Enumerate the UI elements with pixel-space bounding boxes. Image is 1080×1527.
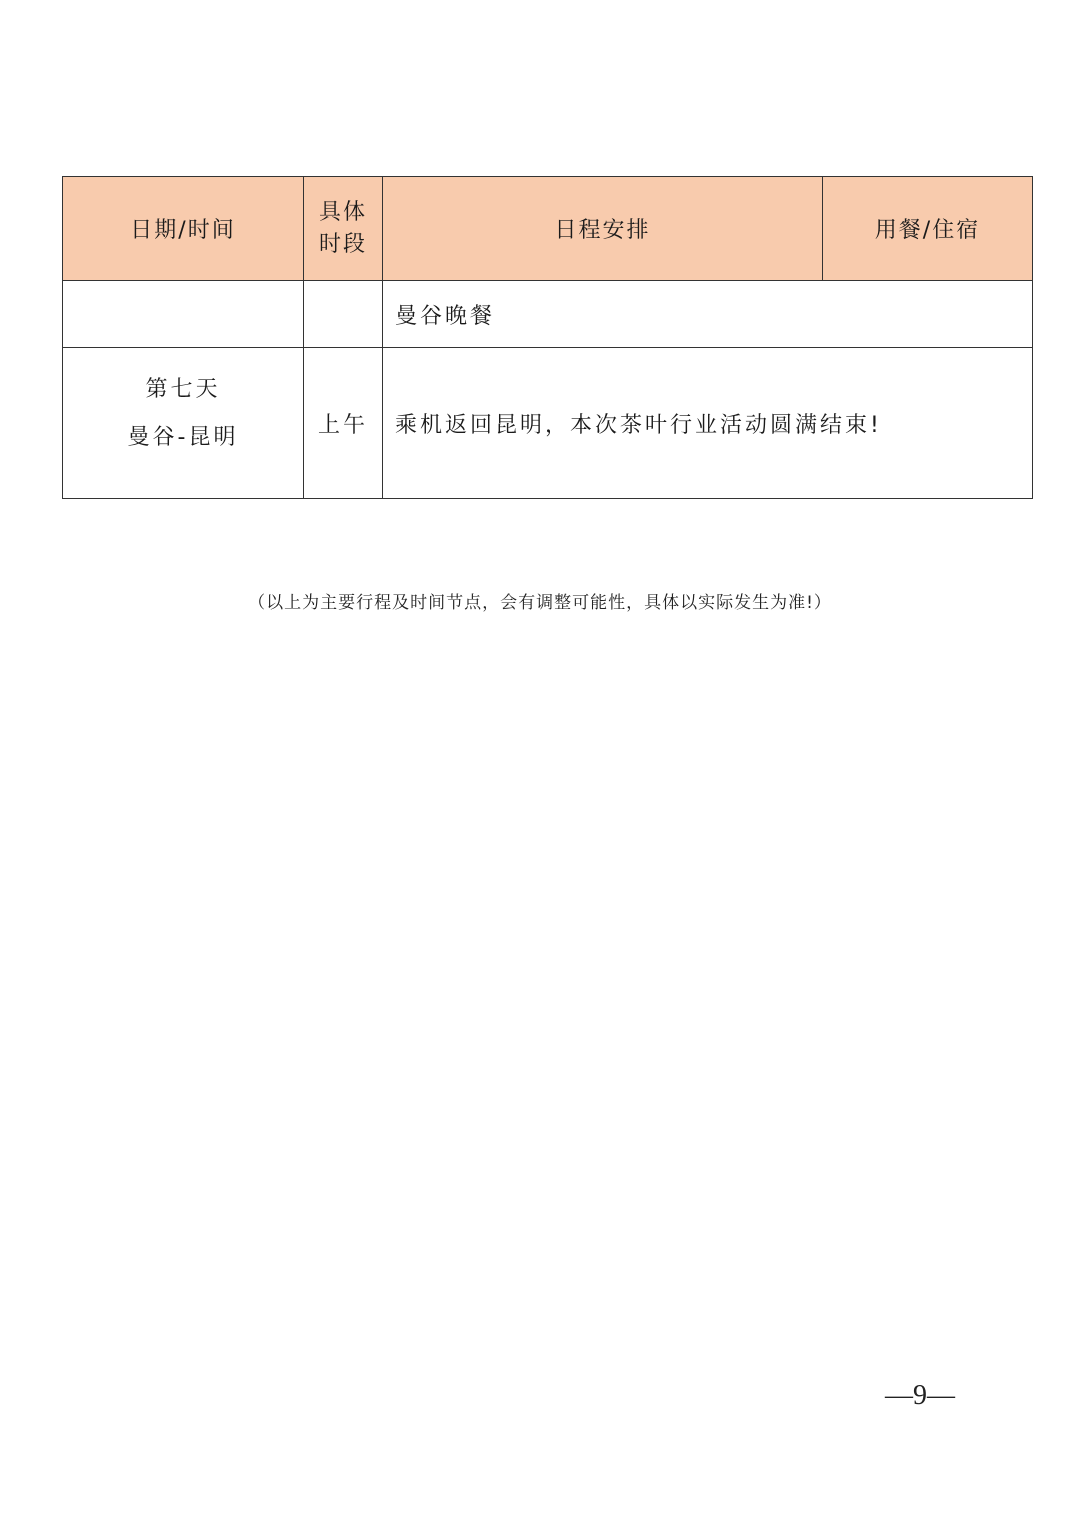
- header-row: [63, 177, 1033, 281]
- header-period-line2: 时段: [318, 231, 367, 257]
- table-row: [63, 348, 1033, 499]
- header-date-time: 日期/时间: [63, 177, 304, 281]
- date-cell: [63, 348, 304, 499]
- date-block: [63, 366, 303, 462]
- date-cell: [63, 281, 304, 348]
- period-cell: [304, 281, 383, 348]
- table-body: [63, 281, 1033, 499]
- page-number: —9—: [885, 1380, 955, 1411]
- footnote: （以上为主要行程及时间节点，会有调整可能性，具体以实际发生为准!）: [248, 593, 832, 613]
- period-cell: 上午: [304, 348, 383, 499]
- header-schedule: 日程安排: [383, 177, 823, 281]
- schedule-cell: 曼谷晚餐: [383, 281, 1033, 348]
- header-period-line1: 具体: [318, 199, 367, 225]
- date-line1: 第七天: [145, 377, 221, 402]
- table-header: [63, 177, 1033, 281]
- header-period: [304, 177, 383, 281]
- schedule-cell: 乘机返回昆明，本次茶叶行业活动圆满结束!: [383, 348, 1033, 499]
- header-meals-lodging: 用餐/住宿: [823, 177, 1033, 281]
- schedule-table: [62, 176, 1033, 499]
- date-line2: 曼谷-昆明: [127, 425, 239, 450]
- table-row: [63, 281, 1033, 348]
